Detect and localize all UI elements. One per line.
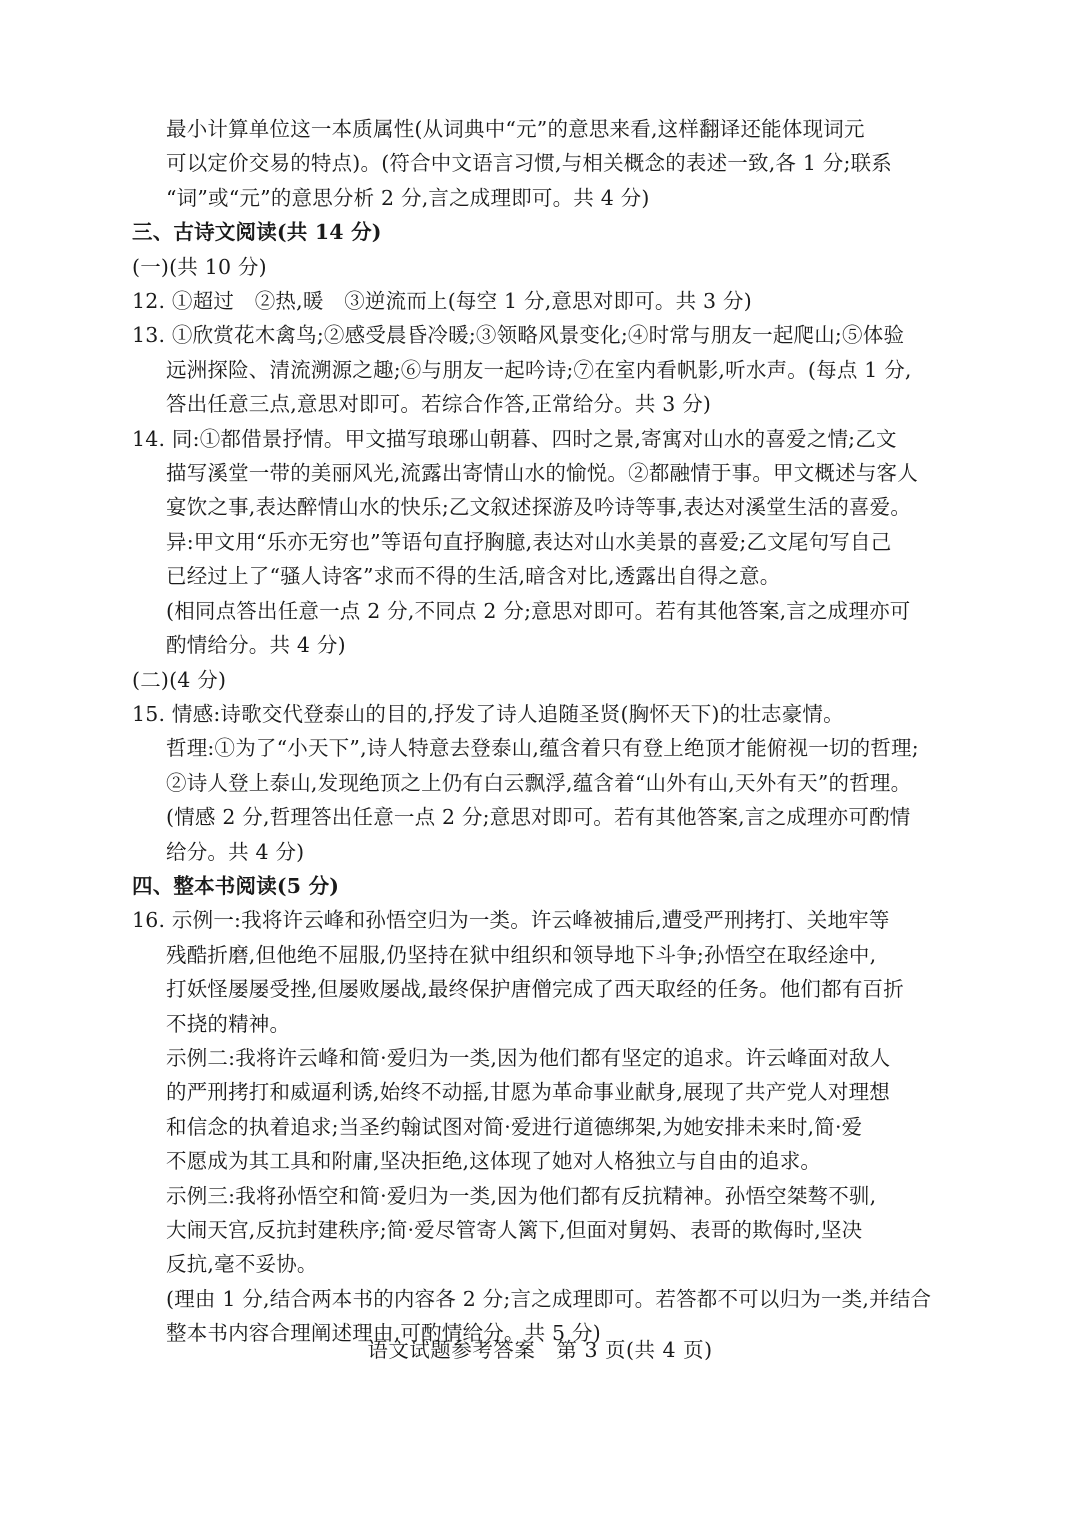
text-line: 给分。共 4 分) [166,839,305,864]
text-line: 和信念的执着追求;当圣约翰试图对简·爱进行道德绑架,为她安排未来时,简·爱 [166,1114,863,1139]
text-line: 残酷折磨,但他绝不屈服,仍坚持在狱中组织和领导地下斗争;孙悟空在取经途中, [166,942,877,967]
text-line: 16. 示例一:我将许云峰和孙悟空归为一类。许云峰被捕后,遭受严刑拷打、关地牢等 [132,908,890,933]
text-line: (一)(共 10 分) [132,254,267,279]
text-line: 已经过上了“骚人诗客”求而不得的生活,暗含对比,透露出自得之意。 [166,564,781,589]
text-line: 不愿成为其工具和附庸,坚决拒绝,这体现了她对人格独立与自由的追求。 [166,1149,822,1174]
text-line: 可以定价交易的特点)。(符合中文语言习惯,与相关概念的表述一致,各 1 分;联系 [166,151,893,176]
text-line: 哲理:①为了“小天下”,诗人特意去登泰山,蕴含着只有登上绝顶才能俯视一切的哲理; [166,736,919,761]
text-line: 反抗,毫不妥协。 [166,1252,318,1277]
text-line: 示例二:我将许云峰和简·爱归为一类,因为他们都有坚定的追求。许云峰面对敌人 [166,1045,891,1070]
text-line: 描写溪堂一带的美丽风光,流露出寄情山水的愉悦。②都融情于事。甲文概述与客人 [166,461,918,486]
text-line: 12. ①超过 ②热,暖 ③逆流而上(每空 1 分,意思对即可。共 3 分) [132,289,752,314]
text-line: 宴饮之事,表达醉情山水的快乐;乙文叙述探游及吟诗等事,表达对溪堂生活的喜爱。 [166,495,912,520]
answer-content [132,112,947,1351]
text-line: 不挠的精神。 [166,1011,291,1036]
page-footer: 语文试题参考答案 第 3 页(共 4 页) [367,1338,713,1362]
text-line: 15. 情感:诗歌交代登泰山的目的,抒发了诗人追随圣贤(胸怀天下)的壮志豪情。 [132,701,844,726]
text-line: 异:甲文用“乐亦无穷也”等语句直抒胸臆,表达对山水美景的喜爱;乙文尾句写自己 [166,529,892,554]
text-line: 酌情给分。共 4 分) [166,633,346,658]
text-line: ②诗人登上泰山,发现绝顶之上仍有白云飘浮,蕴含着“山外有山,天外有天”的哲理。 [166,770,912,795]
section-heading: 四、整本书阅读(5 分) [132,873,340,898]
text-line: (理由 1 分,结合两本书的内容各 2 分;言之成理即可。若答都不可以归为一类,并结合 [166,1286,932,1311]
text-line: “词”或“元”的意思分析 2 分,言之成理即可。共 4 分) [166,185,650,210]
text-line: 答出任意三点,意思对即可。若综合作答,正常给分。共 3 分) [166,392,712,417]
text-line: 打妖怪屡屡受挫,但屡败屡战,最终保护唐僧完成了西天取经的任务。他们都有百折 [166,977,904,1002]
text-line: 大闹天宫,反抗封建秩序;简·爱尽管寄人篱下,但面对舅妈、表哥的欺侮时,坚决 [166,1218,863,1242]
text-line: 的严刑拷打和威逼利诱,始终不动摇,甘愿为革命事业献身,展现了共产党人对理想 [166,1080,890,1105]
text-line: 整本书内容合理阐述理由,可酌情给分。共 5 分) [166,1321,601,1346]
text-line: (相同点答出任意一点 2 分,不同点 2 分;意思对即可。若有其他答案,言之成理亦可 [166,598,911,623]
text-line: 示例三:我将孙悟空和简·爱归为一类,因为他们都有反抗精神。孙悟空桀骜不驯, [166,1183,877,1208]
section-heading: 三、古诗文阅读(共 14 分) [132,220,382,245]
text-line: (二)(4 分) [132,667,227,692]
text-line: 远洲探险、清流溯源之趣;⑥与朋友一起吟诗;⑦在室内看帆影,听水声。(每点 1 分, [166,357,912,382]
text-line: (情感 2 分,哲理答出任意一点 2 分;意思对即可。若有其他答案,言之成理亦可酌情 [166,805,911,830]
text-line: 14. 同:①都借景抒情。甲文描写琅琊山朝暮、四时之景,寄寓对山水的喜爱之情;乙文 [132,426,897,451]
text-line: 最小计算单位这一本质属性(从词典中“元”的意思来看,这样翻译还能体现词元 [166,117,865,141]
text-line: 13. ①欣赏花木禽鸟;②感受晨昏冷暖;③领略风景变化;④时常与朋友一起爬山;⑤体验 [132,323,905,348]
